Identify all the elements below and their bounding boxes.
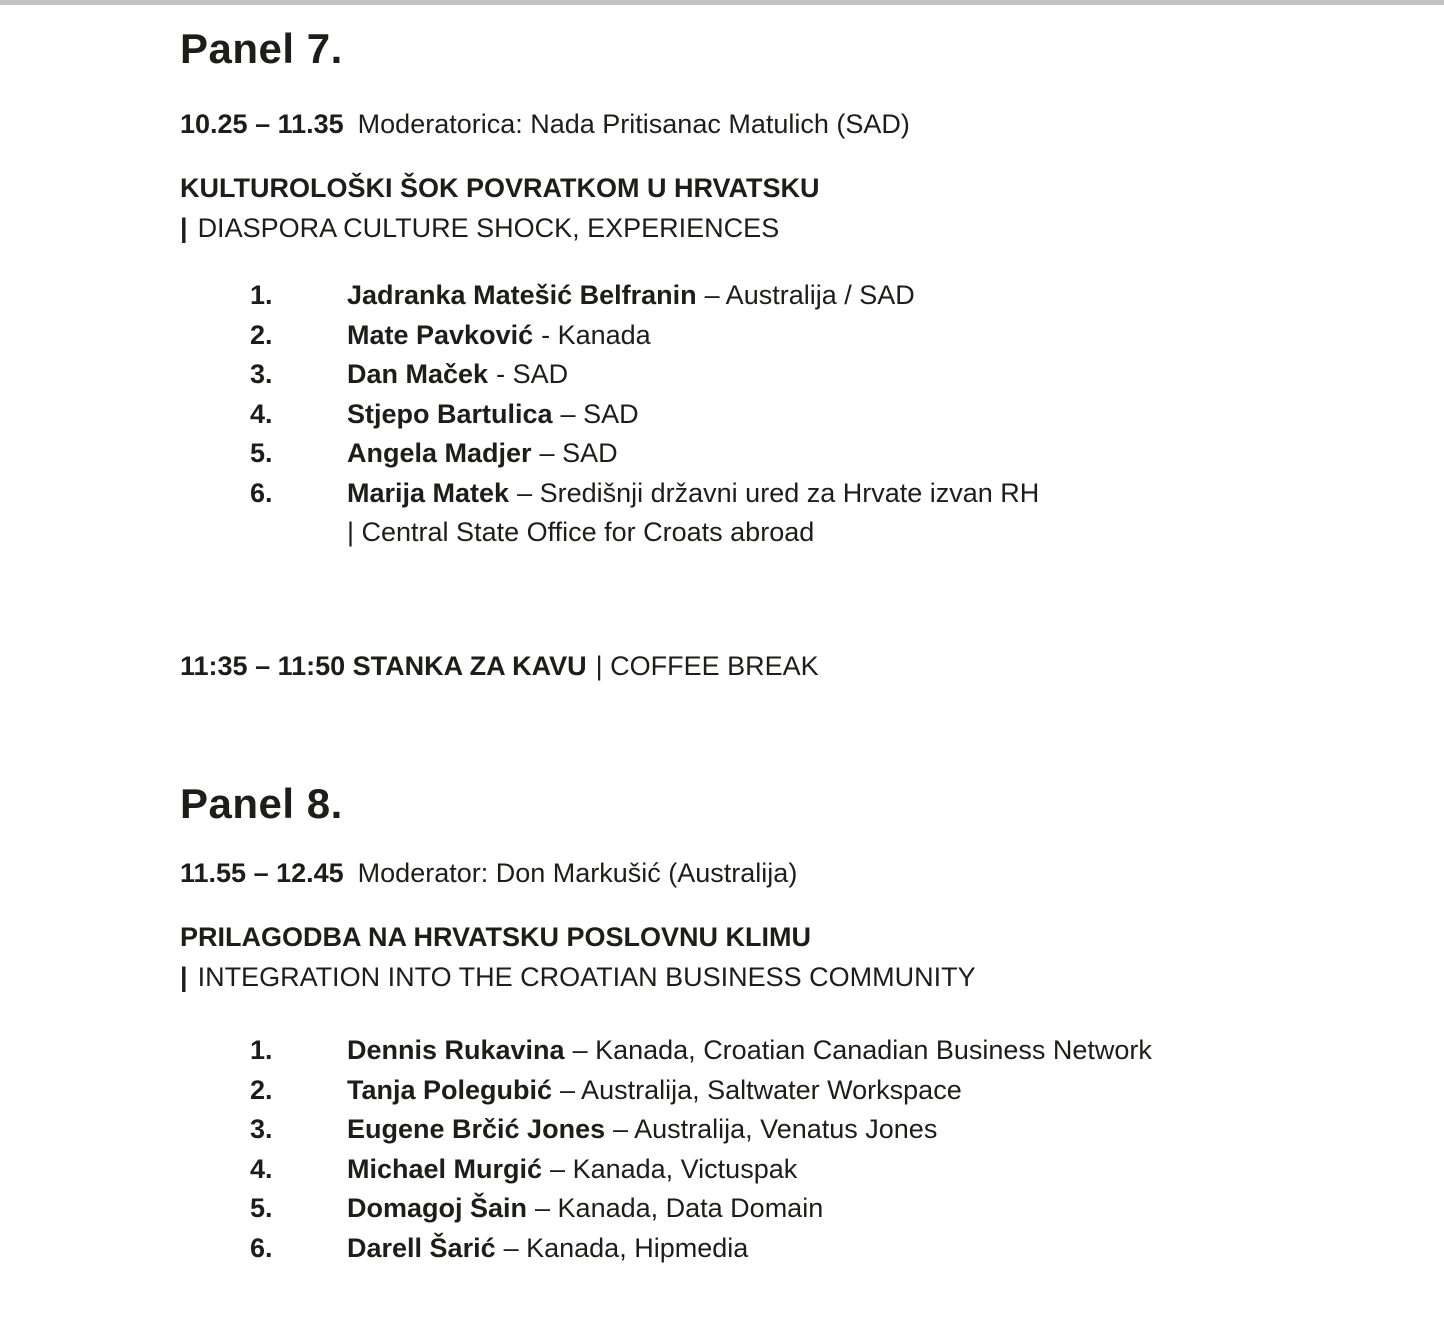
speaker-detail: – Australija, Venatus Jones (613, 1114, 938, 1144)
speaker-detail: – Australija / SAD (704, 280, 915, 310)
speaker-detail: – SAD (539, 438, 618, 468)
speaker-entry (347, 316, 651, 356)
pipe-separator: | (180, 213, 188, 243)
panel-7-session-line (180, 109, 910, 140)
panel-8-topic-english-text: INTEGRATION INTO THE CROATIAN BUSINESS COMMUNITY (197, 962, 976, 992)
speaker-name: Stjepo Bartulica (347, 398, 553, 429)
speaker-row (180, 1189, 1152, 1229)
speaker-row (180, 395, 1039, 435)
panel-8-topic-croatian: PRILAGODBA NA HRVATSKU POSLOVNU KLIMU (180, 922, 812, 952)
panel-8-time: 11.55 – 12.45 (180, 858, 344, 888)
speaker-detail: – Kanada, Croatian Canadian Business Network (572, 1035, 1152, 1065)
coffee-break-croatian: 11:35 – 11:50 STANKA ZA KAVU (180, 651, 587, 681)
speaker-detail: – Kanada, Victuspak (550, 1153, 798, 1184)
panel-8-topic-english (180, 957, 976, 997)
speaker-row (180, 1031, 1152, 1071)
speaker-name: Mate Pavković (347, 319, 534, 350)
speaker-detail: – Kanada, Hipmedia (503, 1232, 749, 1263)
page-top-rule (0, 0, 1444, 5)
speaker-name: Dan Maček (347, 359, 489, 389)
panel-8-title: Panel 8. (180, 780, 343, 827)
panel-7-topic-english-text: DIASPORA CULTURE SHOCK, EXPERIENCES (197, 213, 780, 243)
speaker-number: 3. (250, 1114, 273, 1144)
speaker-entry (347, 395, 639, 435)
speaker-row (180, 1229, 1152, 1269)
pipe-separator: | (180, 962, 188, 992)
speaker-name: Michael Murgić (347, 1153, 543, 1184)
speaker-row (180, 316, 1039, 356)
speaker-row (180, 1150, 1152, 1190)
speaker-number: 2. (250, 319, 273, 350)
panel-7-topic-croatian: KULTUROLOŠKI ŠOK POVRATKOM U HRVATSKU (180, 173, 820, 203)
panel-7-topic-english (180, 208, 820, 248)
speaker-entry (347, 1150, 797, 1190)
speaker-number: 1. (250, 1035, 273, 1065)
speaker-row (180, 434, 1039, 474)
speaker-entry (347, 1189, 823, 1229)
speaker-number: 6. (250, 1232, 273, 1263)
speaker-number: 4. (250, 398, 273, 429)
speaker-entry (347, 1229, 748, 1269)
speaker-name: Angela Madjer (347, 438, 532, 468)
speaker-number: 2. (250, 1074, 273, 1105)
speaker-detail: - SAD (496, 359, 569, 389)
speaker-entry (347, 434, 618, 474)
speaker-name: Marija Matek (347, 477, 510, 508)
speaker-detail: – Središnji državni ured za Hrvate izvan RH (517, 477, 1040, 508)
coffee-break-line (180, 646, 819, 686)
speaker-number: 1. (250, 280, 273, 310)
speaker-row (180, 474, 1039, 553)
speaker-name: Darell Šarić (347, 1232, 496, 1263)
speaker-detail: – Kanada, Data Domain (535, 1193, 824, 1223)
speaker-row (180, 276, 1039, 316)
panel-7-moderator: Moderatorica: Nada Pritisanac Matulich (SAD) (357, 109, 910, 139)
panel-8-moderator: Moderator: Don Markušić (Australija) (357, 858, 798, 888)
speaker-entry (347, 355, 568, 395)
speaker-name: Tanja Polegubić (347, 1074, 553, 1105)
speaker-detail-second-line: | Central State Office for Croats abroad (347, 517, 815, 547)
speaker-number: 6. (250, 477, 273, 508)
panel-7-time: 10.25 – 11.35 (180, 109, 344, 139)
panel-8-session-line (180, 858, 797, 889)
speaker-name: Domagoj Šain (347, 1193, 528, 1223)
panel-8-speaker-list (180, 1031, 1152, 1268)
speaker-entry (347, 1031, 1152, 1071)
speaker-number: 5. (250, 1193, 273, 1223)
speaker-detail: – SAD (560, 398, 639, 429)
speaker-detail: – Australija, Saltwater Workspace (560, 1074, 962, 1105)
speaker-number: 3. (250, 359, 273, 389)
speaker-entry (347, 474, 1039, 553)
speaker-name: Dennis Rukavina (347, 1035, 565, 1065)
speaker-entry (347, 276, 915, 316)
panel-7-topic (180, 168, 820, 248)
speaker-number: 5. (250, 438, 273, 468)
speaker-row (180, 355, 1039, 395)
panel-7-speaker-list (180, 276, 1039, 553)
speaker-row (180, 1071, 1152, 1111)
panel-8-topic (180, 917, 976, 997)
speaker-detail: - Kanada (541, 319, 651, 350)
speaker-name: Eugene Brčić Jones (347, 1114, 606, 1144)
coffee-break-english: | COFFEE BREAK (595, 651, 819, 681)
speaker-number: 4. (250, 1153, 273, 1184)
speaker-name: Jadranka Matešić Belfranin (347, 280, 697, 310)
speaker-row (180, 1110, 1152, 1150)
speaker-entry (347, 1071, 962, 1111)
speaker-entry (347, 1110, 937, 1150)
panel-7-title: Panel 7. (180, 25, 343, 72)
